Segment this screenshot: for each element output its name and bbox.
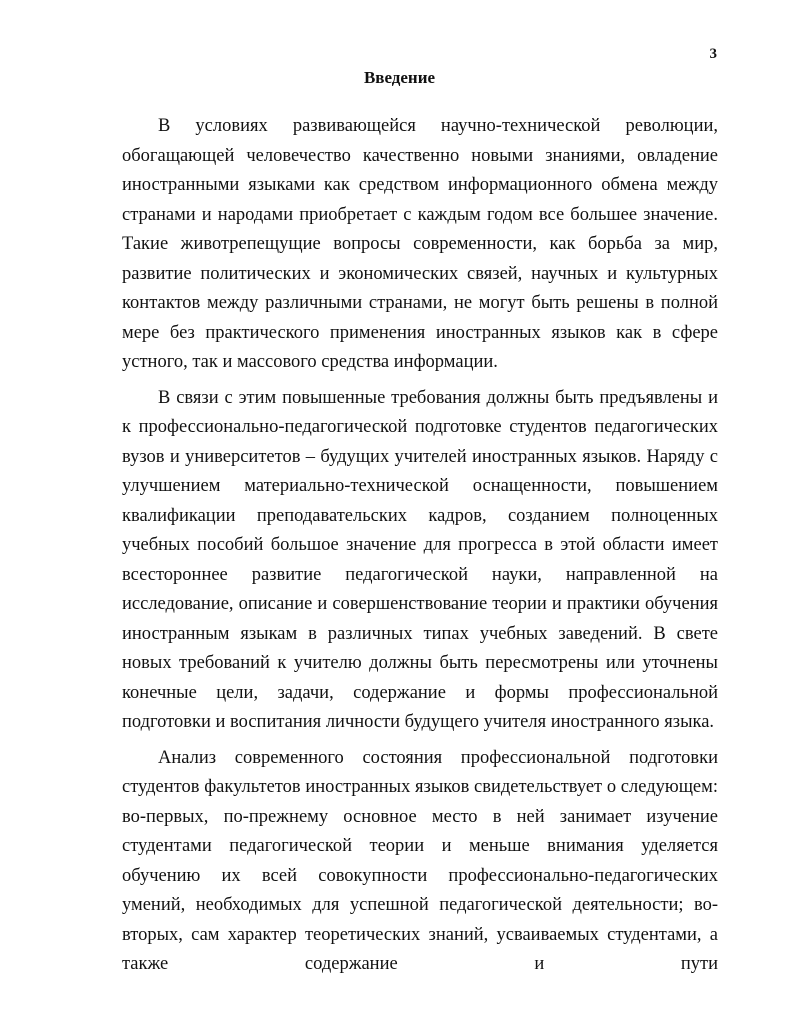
paragraph-1: В условиях развивающейся научно-технической революции, обогащающей человечество качественно новыми знаниями, овладение иностранными языками как средством информационного обмена между странами и народами приобретает с каждым годом все большее значение. Такие животрепещущие вопросы современности, как борьба за мир, развитие политических и экономических связей, научных и культурных контактов между различными странами, не могут быть решены в полной мере без практического применения иностранных языков как в сфере устного, так и массового средства информации. — [122, 116, 718, 372]
paragraph-3: Анализ современного состояния профессиональной подготовки студентов факультетов иностранных языков свидетельствует о следующем: во-первых, по-прежнему основное место в ней занимает изучение студентами педагогической теории и меньше внимания уделяется обучению их всей совокупности профессионально-педагогических умений, необходимых для успешной педагогической деятельности; во-вторых, сам характер теоретических знаний, усваиваемых студентами, а также содержание и пути — [122, 747, 718, 974]
section-title: Введение — [363, 68, 436, 87]
body-text — [122, 112, 718, 986]
paragraph-2: В связи с этим повышенные требования должны быть предъявлены и к профессионально-педагогической подготовке студентов педагогических вузов и университетов – будущих учителей иностранных языков. Наряду с улучшением материально-технической оснащенности, повышением квалификации преподавательских кадров, созданием полноценных учебных пособий большое значение для прогресса в этой области имеет всестороннее развитие педагогической науки, направленной на исследование, описание и совершенствование теории и практики обучения иностранным языкам в различных типах учебных заведений. В свете новых требований к учителю должны быть пересмотрены или уточнены конечные цели, задачи, содержание и формы профессиональной подготовки и воспитания личности будущего учителя иностранного языка. — [122, 387, 718, 732]
page-number: 3 — [709, 46, 717, 62]
